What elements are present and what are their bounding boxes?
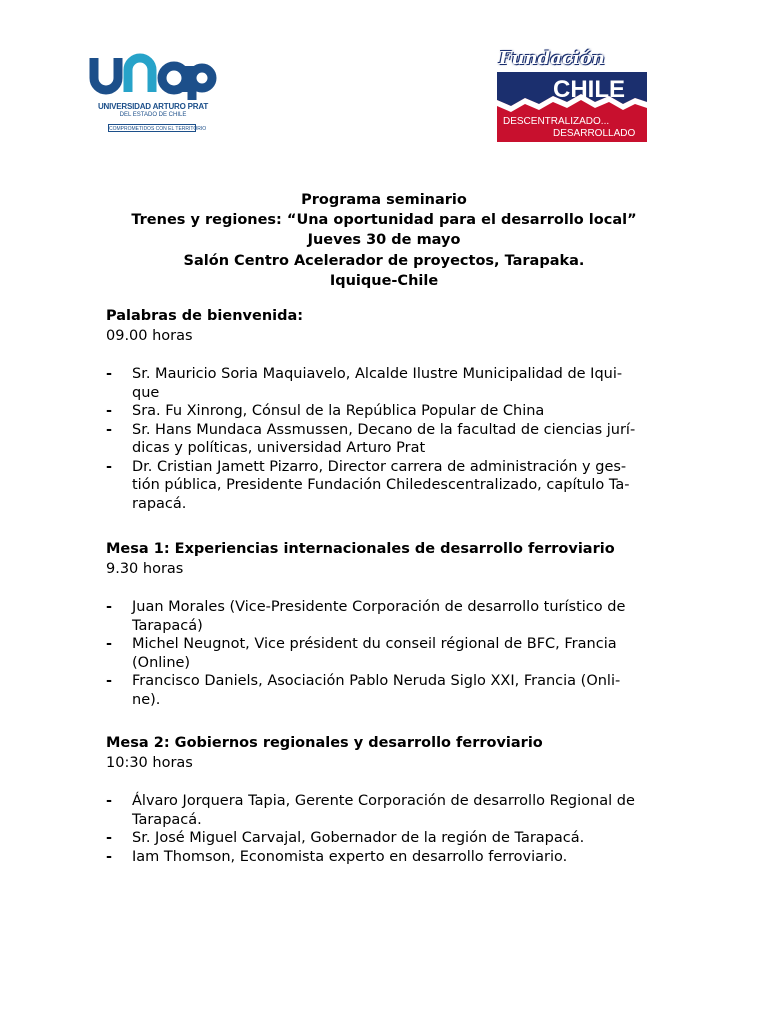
heading-line-title: Programa seminario xyxy=(301,192,467,208)
program-heading xyxy=(108,190,660,291)
list-item xyxy=(106,421,666,458)
list-item xyxy=(106,598,666,635)
list-item xyxy=(106,848,666,867)
fundacion-banner xyxy=(497,72,647,142)
speaker-list xyxy=(106,598,666,709)
heading-line-venue: Salón Centro Acelerador de proyectos, Tarapaka. xyxy=(183,252,585,269)
bullet-dash-icon: - xyxy=(106,458,113,475)
section-welcome xyxy=(106,306,666,513)
speaker-text: Michel Neugnot, Vice président du conseil régional de BFC, Francia (Online) xyxy=(132,636,617,671)
section-time: 9.30 horas xyxy=(106,561,184,577)
speaker-text: Iam Thomson, Economista experto en desarrollo ferroviario. xyxy=(132,848,568,865)
section-mesa-2 xyxy=(106,733,666,866)
section-mesa-1 xyxy=(106,539,666,709)
speaker-text: Francisco Daniels, Asociación Pablo Neruda Siglo XXI, Francia (Onli- ne). xyxy=(132,673,621,708)
bullet-dash-icon: - xyxy=(106,848,113,865)
speaker-text: Sr. José Miguel Carvajal, Gobernador de la región de Tarapacá. xyxy=(132,830,585,846)
section-title: Mesa 1: Experiencias internacionales de desarrollo ferroviario xyxy=(106,541,615,557)
section-title: Palabras de bienvenida: xyxy=(106,308,304,324)
section-time: 09.00 horas xyxy=(106,328,193,344)
unap-tagline: COMPROMETIDOS CON EL TERRITORIO xyxy=(109,126,207,132)
fundacion-chile-logo xyxy=(497,46,647,142)
speaker-text: Juan Morales (Vice-Presidente Corporación de desarrollo turístico de Tarapacá) xyxy=(132,599,626,634)
speaker-text: Álvaro Jorquera Tapia, Gerente Corporación de desarrollo Regional de Tarapacá. xyxy=(132,793,635,828)
list-item xyxy=(106,672,666,709)
unap-logo xyxy=(88,52,218,136)
fundacion-chile-name: CHILE xyxy=(553,76,625,103)
speaker-text: Dr. Cristian Jamett Pizarro, Director carrera de administración y ges- tión pública, Presidente Fundación Chiledescentralizado, capítulo Ta- rapacá. xyxy=(132,458,630,512)
unap-university-name: UNIVERSIDAD ARTURO PRAT xyxy=(97,102,209,111)
fundacion-tagline-1: DESCENTRALIZADO... xyxy=(503,116,610,127)
bullet-dash-icon: - xyxy=(106,673,113,689)
fundacion-tagline-2: DESARROLLADO xyxy=(553,128,636,139)
speaker-text: Sr. Hans Mundaca Assmussen, Decano de la facultad de ciencias jurí- dicas y políticas, universidad Arturo Prat xyxy=(132,421,636,456)
heading-line-city: Iquique-Chile xyxy=(329,272,439,289)
list-item xyxy=(106,829,666,848)
list-item xyxy=(106,792,666,829)
speaker-text: Sr. Mauricio Soria Maquiavelo, Alcalde Ilustre Municipalidad de Iqui- que xyxy=(132,366,623,401)
bullet-dash-icon: - xyxy=(106,793,113,809)
heading-line-topic: Trenes y regiones: “Una oportunidad para el desarrollo local” xyxy=(131,212,637,229)
speaker-text: Sra. Fu Xinrong, Cónsul de la República Popular de China xyxy=(132,403,545,419)
bullet-dash-icon: - xyxy=(106,830,113,846)
heading-line-date: Jueves 30 de mayo xyxy=(307,232,461,249)
speaker-list xyxy=(106,365,666,513)
list-item xyxy=(106,635,666,672)
speaker-list xyxy=(106,792,666,866)
bullet-dash-icon: - xyxy=(106,636,113,652)
bullet-dash-icon: - xyxy=(106,421,113,438)
section-title: Mesa 2: Gobiernos regionales y desarrollo ferroviario xyxy=(106,735,543,751)
bullet-dash-icon: - xyxy=(106,366,113,382)
bullet-dash-icon: - xyxy=(106,599,113,615)
unap-wordmark-icon xyxy=(88,52,218,100)
unap-state-line: DEL ESTADO DE CHILE xyxy=(119,112,187,118)
list-item xyxy=(106,402,666,421)
section-time: 10:30 horas xyxy=(106,755,193,771)
list-item xyxy=(106,365,666,402)
list-item xyxy=(106,458,666,514)
bullet-dash-icon: - xyxy=(106,403,113,419)
fundacion-script-text: Fundación xyxy=(499,48,605,69)
